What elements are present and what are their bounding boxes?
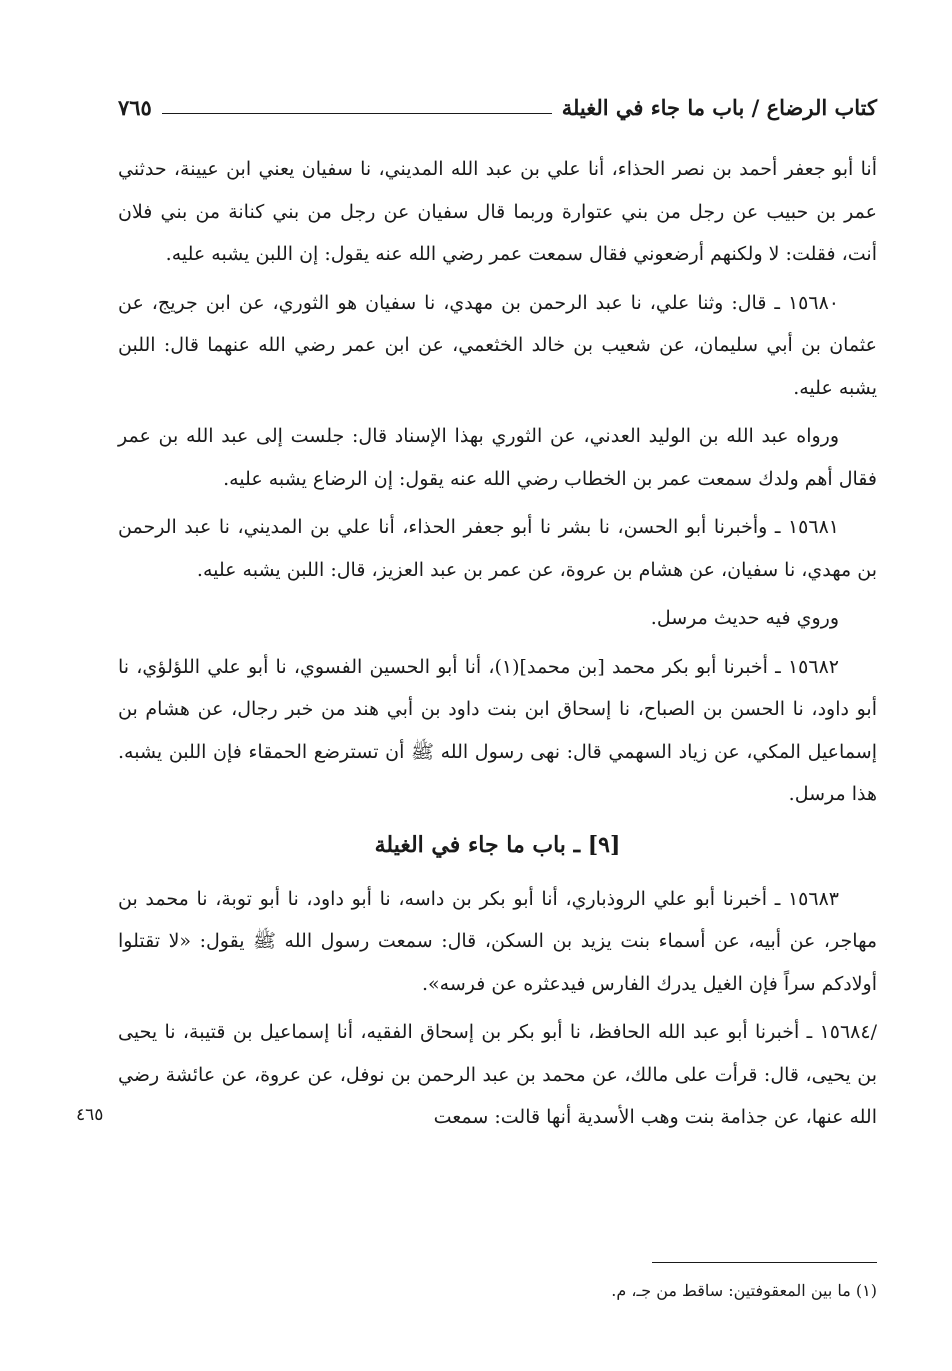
paragraph: ١٥٦٨٠ ـ قال: وثنا علي، نا عبد الرحمن بن مهدي، نا سفيان هو الثوري، عن ابن جريج، عن عثمان بن أبي سليمان، عن شعيب بن خالد الخثعمي، عن ابن عمر رضي الله عنهما قال: اللبن يشبه عليه. — [118, 291, 877, 399]
margin-page-reference: ٤٦٥ — [76, 1105, 104, 1125]
page-body — [118, 148, 877, 1145]
footnote-rule — [652, 1262, 877, 1263]
header-rule — [162, 113, 552, 114]
paragraph: ١٥٦٨٣ ـ أخبرنا أبو علي الروذباري، أنا أبو بكر بن داسه، نا أبو داود، نا أبو توبة، نا محمد بن مهاجر، عن أبيه، عن أسماء بنت يزيد بن السكن، قال: سمعت رسول الله ﷺ يقول: «لا تقتلوا أولادكم سراً فإن الغيل يدرك الفارس فيدعثره عن فرسه». — [118, 887, 877, 995]
paragraph: أنا أبو جعفر أحمد بن نصر الحذاء، أنا علي بن عبد الله المديني، نا سفيان يعني ابن عيينة، حدثني عمر بن حبيب عن رجل من بني عتوارة وربما قال سفيان عن رجل من بني كنانة من بني فلان أنت، فقلت: لا ولكنهم أرضعوني فقال سمعت عمر رضي الله عنه يقول: إن اللبن يشبه عليه. — [118, 158, 877, 265]
footnote: (١) ما بين المعقوفتين: ساقط من جـ، م. — [611, 1281, 877, 1300]
section-heading: [٩] ـ باب ما جاء في الغيلة — [374, 831, 621, 858]
running-header — [118, 90, 877, 124]
paragraph: ١٥٦٨١ ـ وأخبرنا أبو الحسن، نا بشر نا أبو جعفر الحذاء، أنا علي بن المديني، نا عبد الرحمن بن مهدي، نا سفيان، عن هشام بن عروة، عن عمر بن عبد العزيز، قال: اللبن يشبه عليه. — [118, 516, 877, 581]
paragraph: /١٥٦٨٤ ـ أخبرنا أبو عبد الله الحافظ، نا أبو بكر بن إسحاق الفقيه، أنا إسماعيل بن قتيبة، نا يحيى بن يحيى، قال: قرأت على مالك، عن محمد بن عبد الرحمن بن نوفل، عن عروة، عن عائشة رضي الله عنها، عن جذامة بنت وهب الأسدية أنها قالت: سمعت — [118, 1021, 877, 1128]
paragraph: وروي فيه حديث مرسل. — [650, 607, 839, 629]
header-title: كتاب الرضاع / باب ما جاء في الغيلة — [561, 94, 877, 120]
paragraph: ١٥٦٨٢ ـ أخبرنا أبو بكر محمد [بن محمد](١)، أنا أبو الحسين الفسوي، نا أبو علي اللؤلؤي، نا أبو داود، نا الحسن بن الصباح، نا إسحاق ابن بنت داود بن أبي هند من خبر رجال، عن هشام بن إسماعيل المكي، عن زياد السهمي قال: نهى رسول الله ﷺ أن تسترضع الحمقاء فإن اللبن يشبه. هذا مرسل. — [118, 655, 877, 805]
paragraph: ورواه عبد الله بن الوليد العدني، عن الثوري بهذا الإسناد قال: جلست إلى عبد الله بن عمر فقال أهم ولدك سمعت عمر بن الخطاب رضي الله عنه يقول: إن الرضاع يشبه عليه. — [118, 425, 877, 490]
page-number: ٧٦٥ — [118, 94, 152, 120]
